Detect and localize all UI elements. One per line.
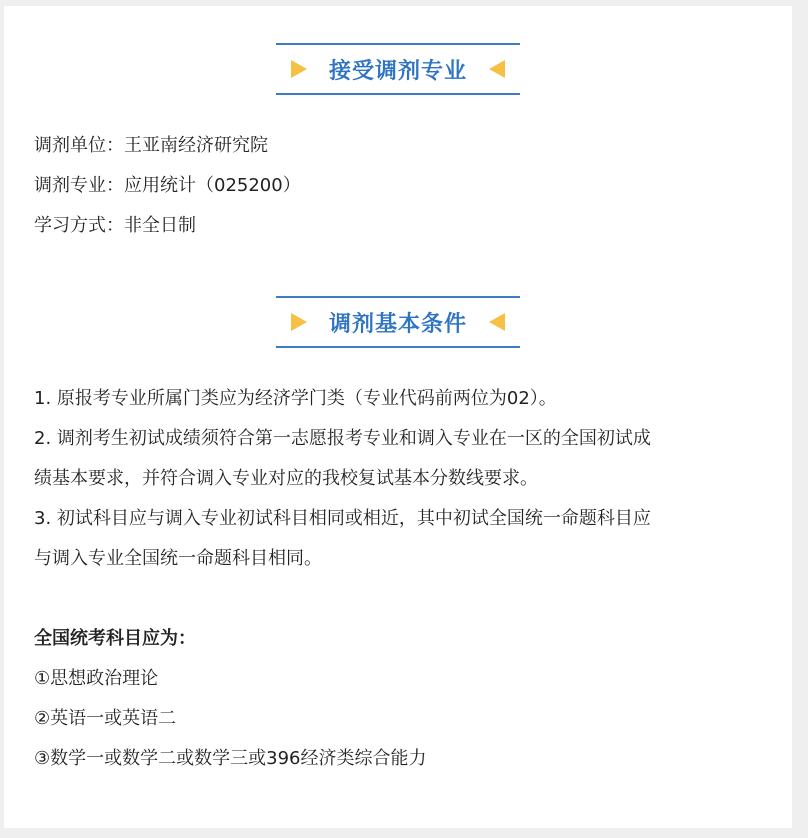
section-heading-accept-major [276,43,520,95]
exam-subject-item: ③数学一或数学二或数学三或396经济类综合能力 [34,748,427,769]
condition-3-line-1: 3. 初试科目应与调入专业初试科目相同或相近，其中初试全国统一命题科目应 [34,508,651,529]
study-mode-line: 学习方式：非全日制 [34,215,196,236]
left-triangle-icon [489,60,505,78]
section-title: 调剂基本条件 [328,311,467,337]
section-title: 接受调剂专业 [328,58,467,84]
condition-1: 1. 原报考专业所属门类应为经济学门类（专业代码前两位为02）。 [34,388,557,409]
transfer-major-line: 调剂专业：应用统计（025200） [34,175,301,196]
exam-subject-item: ①思想政治理论 [34,668,159,689]
exam-subject-item: ②英语一或英语二 [34,708,177,729]
transfer-unit-line: 调剂单位：王亚南经济研究院 [34,135,268,156]
right-triangle-icon [291,313,307,331]
section-heading-basic-conditions [276,296,520,348]
exam-subjects-heading: 全国统考科目应为： [34,628,196,649]
article-card [4,6,792,828]
condition-2-line-1: 2. 调剂考生初试成绩须符合第一志愿报考专业和调入专业在一区的全国初试成 [34,428,651,449]
condition-2-line-2: 绩基本要求，并符合调入专业对应的我校复试基本分数线要求。 [34,468,538,489]
right-triangle-icon [291,60,307,78]
condition-3-line-2: 与调入专业全国统一命题科目相同。 [34,548,322,569]
left-triangle-icon [489,313,505,331]
